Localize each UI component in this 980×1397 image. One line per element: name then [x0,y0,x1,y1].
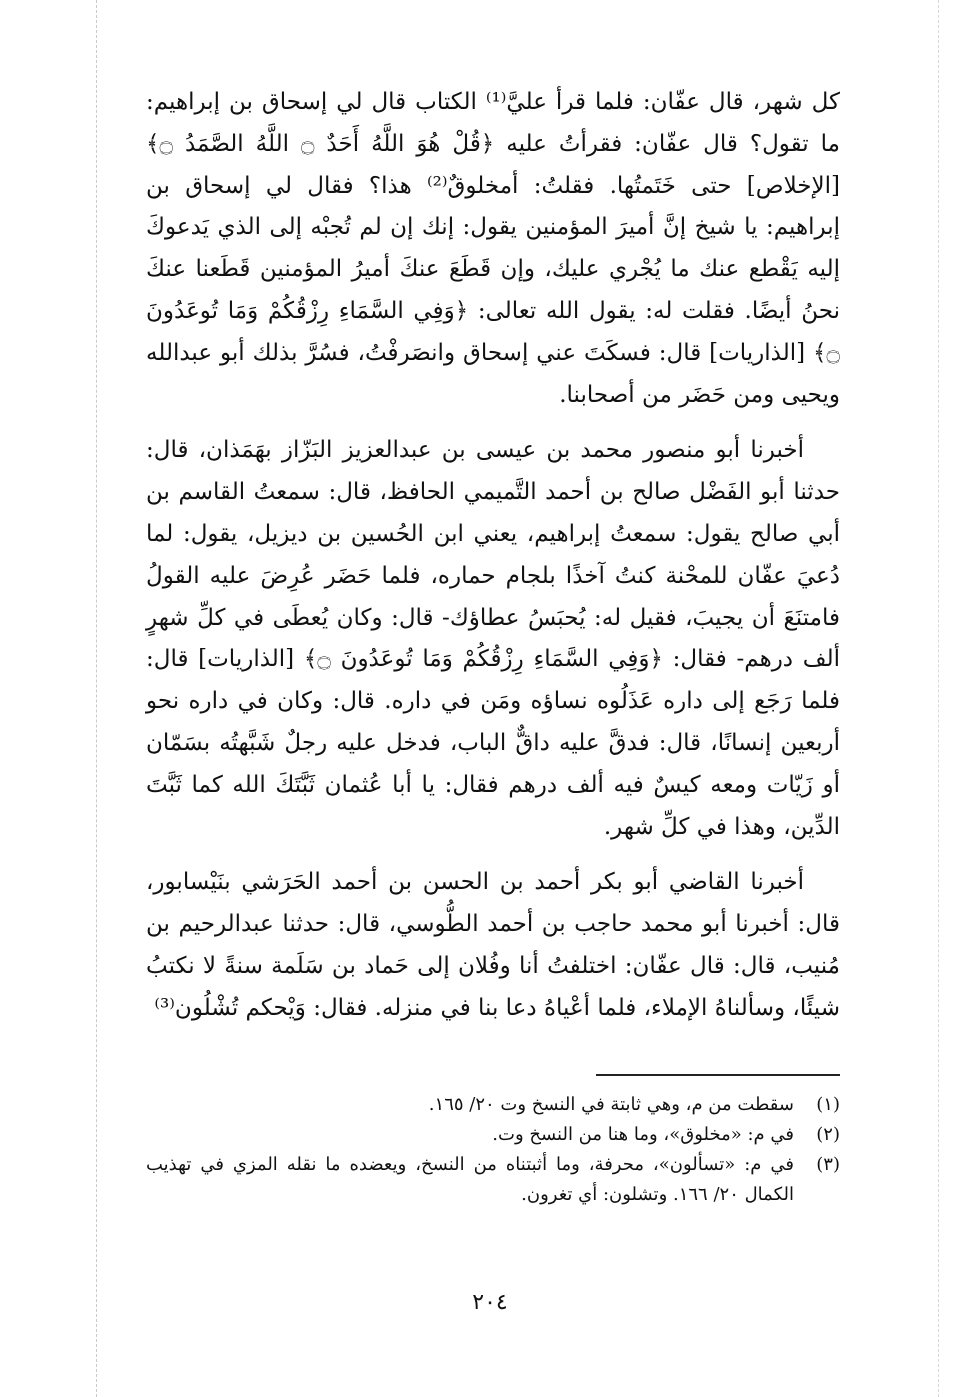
main-text [146,82,840,1044]
footnote-text: سقطت من م، وهي ثابتة في النسخ وت ٢٠/ ١٦٥. [428,1094,794,1115]
paragraph-2: أخبرنا أبو منصور محمد بن عيسى بن عبدالعزيز البَزّاز بهَمَذان، قال: حدثنا أبو الفَضْل صالح بن أحمد التَّميمي الحافظ، قال: سمعتُ القاسم بن أبي صالح يقول: سمعتُ إبراهيم، يعني ابن الحُسين بن ديزيل، يقول: لما دُعيَ عفّان للمحْنة كنتُ آخذًا بلجام حماره، فلما حَضَر عُرِضَ عليه القولُ فامتنَعَ أن يجيبَ، فقيل له: يُحبَسُ عطاؤك- قال: وكان يُعطَى في كلِّ شهرٍ ألف درهم- فقال: ﴿وَفِي السَّمَاءِ رِزْقُكُمْ وَمَا تُوعَدُونَ ۝﴾ [الذاريات] قال: فلما رَجَع إلى داره عَذَلُوه نساؤه ومَن في داره. قال: وكان في داره نحو أربعين إنسانًا، قال: فدقَّ عليه داقٌّ الباب، فدخل عليه رجلٌ شَبَّهتُه بسَمّان أو زَيّات ومعه كيسٌ فيه ألف درهم فقال: يا أبا عُثمان ثَبَّتَكَ الله كما ثَبَّتَ الدِّين، وهذا في كلِّ شهر. [146,437,840,840]
footnote-1 [146,1090,840,1120]
footnotes [146,1090,840,1210]
footnote-number: (٢) [816,1124,840,1145]
paragraph-3: أخبرنا القاضي أبو بكر أحمد بن الحسن بن أحمد الحَرَشي بنَيْسابور، قال: أخبرنا أبو محمد حاجب بن أحمد الطُّوسي، قال: حدثنا عبدالرحيم بن مُنيب، قال: قال عفّان: اختلفتُ أنا وفُلان إلى حَماد بن سَلَمة سنةً لا نكتبُ شيئًا، وسألناهُ الإملاء، فلما أعْياهُ دعا بنا في منزله. فقال: وَيْحكم تُشْلُون⁽³⁾ [146,869,840,1021]
footnote-3 [146,1150,840,1210]
scan-margin-line-right [938,0,939,1397]
footnote-text: في م: «مخلوق»، وما هنا من النسخ وت. [492,1124,794,1145]
footnote-separator [596,1074,840,1076]
page-number: ٢٠٤ [472,1290,508,1315]
footnote-text: في م: «تسألون»، محرفة، وما أثبتناه من النسخ، ويعضده ما نقله المزي في تهذيب الكمال ٢٠/ ١٦٦. وتشلون: أي تغرون. [146,1154,794,1205]
paragraph-1: كل شهر، قال عفّان: فلما قرأ عليَّ⁽¹⁾ الكتاب قال لي إسحاق بن إبراهيم: ما تقول؟ قال عفّان: فقرأتُ عليه ﴿قُلْ هُوَ اللَّهُ أَحَدٌ ۝ اللَّهُ الصَّمَدُ ۝﴾ [الإخلاص] حتى خَتَمتُها. فقلتُ: أمخلوقٌ⁽²⁾ هذا؟ فقال لي إسحاق بن إبراهيم: يا شيخ إنَّ أميرَ المؤمنين يقول: إنك إن لم تُجبْه إلى الذي يَدعوكَ إليه يَقْطع عنك ما يُجْري عليك، وإن قَطَعَ عنكَ أميرُ المؤمنين قَطَعنا عنكَ نحنُ أيضًا. فقلت له: يقول الله تعالى: ﴿وَفِي السَّمَاءِ رِزْقُكُمْ وَمَا تُوعَدُونَ ۝﴾ [الذاريات] قال: فسكَتَ عني إسحاق وانصَرفْتُ، فسُرَّ بذلك أبو عبدالله ويحيى ومن حَضَر من أصحابنا. [146,89,841,408]
scan-margin-line-left [96,0,97,1397]
footnote-number: (١) [816,1094,840,1115]
footnote-2 [146,1120,840,1150]
footnote-number: (٣) [816,1154,840,1175]
